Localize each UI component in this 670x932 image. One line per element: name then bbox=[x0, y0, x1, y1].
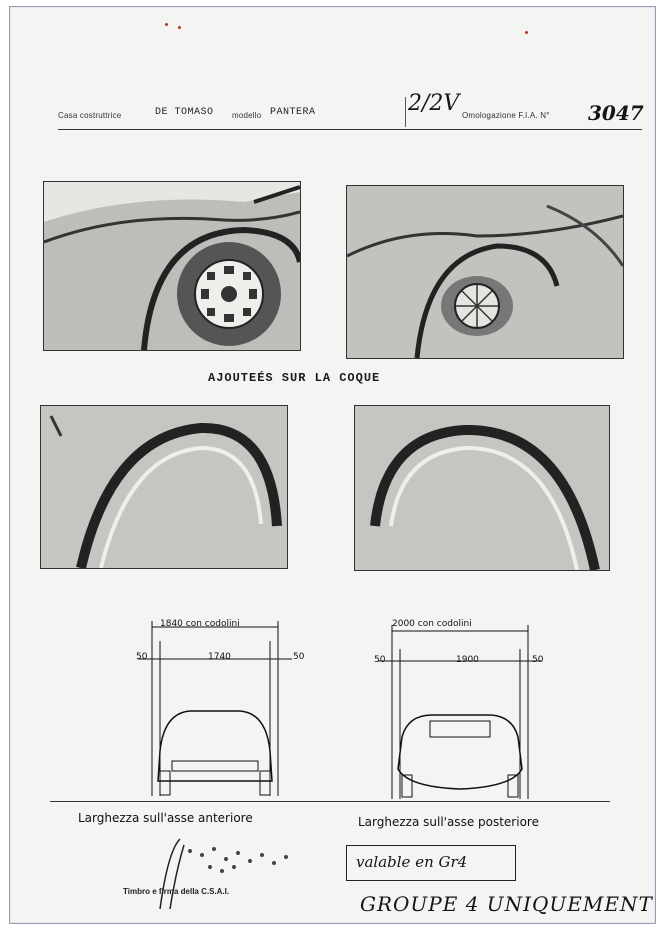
maker-value: DE TOMASO bbox=[155, 107, 214, 118]
footer-note: GROUPE 4 UNIQUEMENT bbox=[360, 892, 653, 916]
rear-right-extension: 50 bbox=[532, 655, 544, 665]
model-label: modello bbox=[232, 111, 262, 120]
maker-label: Casa costruttrice bbox=[58, 111, 122, 120]
csai-stamp-mark bbox=[150, 831, 350, 911]
rear-left-extension: 50 bbox=[374, 655, 386, 665]
homologation-sheet bbox=[9, 6, 656, 924]
front-track-width: 1740 bbox=[208, 652, 231, 662]
ink-speck bbox=[525, 31, 528, 34]
photo-rear-flare bbox=[354, 405, 610, 571]
rear-axle-diagram bbox=[372, 619, 552, 809]
rear-track-width: 1900 bbox=[456, 655, 479, 665]
section-caption: AJOUTEÉS SUR LA COQUE bbox=[208, 371, 381, 385]
homologation-label: Omologazione F.I.A. N° bbox=[462, 111, 550, 120]
stamp-label: Timbro e firma della C.S.A.I. bbox=[123, 887, 230, 896]
photo-front-flare bbox=[40, 405, 288, 569]
rear-overall-width: 2000 con codolini bbox=[392, 619, 472, 629]
ink-speck bbox=[165, 23, 168, 26]
front-axle-label: Larghezza sull'asse anteriore bbox=[78, 811, 253, 825]
front-left-extension: 50 bbox=[136, 652, 148, 662]
header-rule bbox=[58, 129, 642, 130]
model-value: PANTERA bbox=[270, 107, 316, 118]
ground-line bbox=[50, 801, 610, 802]
header-divider bbox=[405, 97, 406, 127]
ink-speck bbox=[178, 26, 181, 29]
front-axle-diagram bbox=[130, 611, 310, 811]
front-overall-width: 1840 con codolini bbox=[160, 619, 240, 629]
note-box-text: valable en Gr4 bbox=[356, 853, 468, 871]
rear-axle-label: Larghezza sull'asse posteriore bbox=[358, 815, 539, 829]
page-number: 2/2V bbox=[408, 91, 460, 116]
homologation-number: 3047 bbox=[588, 101, 644, 125]
photo-rear-wheel-arch bbox=[346, 185, 624, 359]
photo-front-wheel-arch bbox=[43, 181, 301, 351]
front-right-extension: 50 bbox=[293, 652, 305, 662]
